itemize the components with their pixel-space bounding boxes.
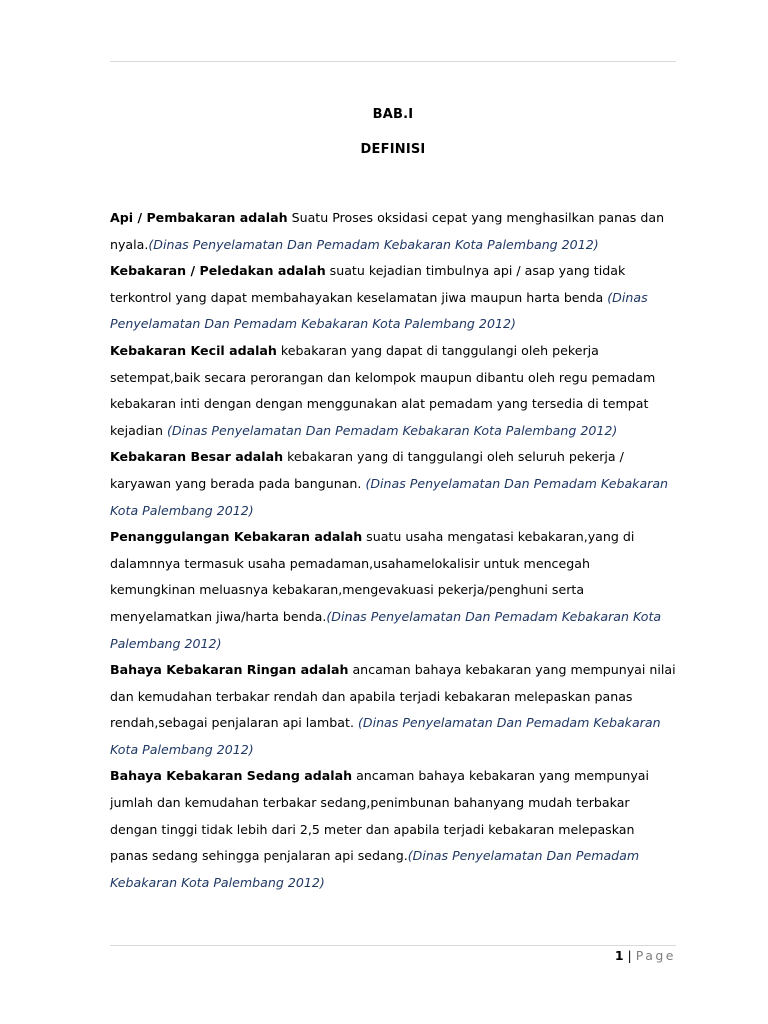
definition-paragraph bbox=[110, 657, 676, 763]
definition-text: suatu kejadian timbulnya api / asap yang tidak terkontrol yang dapat membahayakan keselamatan jiwa maupun harta benda bbox=[110, 263, 626, 305]
definition-paragraph bbox=[110, 763, 676, 896]
page-number: 1 bbox=[614, 948, 624, 963]
definition-text: ancaman bahaya kebakaran yang mempunyai nilai dan kemudahan terbakar rendah dan apabila terjadi kebakaran melepaskan panas rendah,sebagai penjalaran api lambat. bbox=[110, 662, 676, 731]
definition-term: Bahaya Kebakaran Ringan adalah bbox=[110, 662, 349, 678]
section-title: DEFINISI bbox=[360, 142, 426, 157]
definition-term: Kebakaran Besar adalah bbox=[110, 449, 284, 465]
chapter-title: BAB.I bbox=[372, 107, 414, 122]
page-label: Page bbox=[635, 948, 676, 963]
definition-paragraph bbox=[110, 338, 676, 444]
definition-term: Bahaya Kebakaran Sedang adalah bbox=[110, 768, 353, 784]
header-rule bbox=[110, 61, 676, 62]
definition-citation: (Dinas Penyelamatan Dan Pemadam Kebakaran Kota Palembang 2012) bbox=[110, 475, 669, 518]
definitions-list bbox=[110, 205, 676, 896]
definition-citation: (Dinas Penyelamatan Dan Pemadam Kebakaran Kota Palembang 2012) bbox=[148, 236, 599, 252]
footer-rule bbox=[110, 945, 676, 946]
page-footer bbox=[615, 946, 676, 966]
definition-term: Kebakaran / Peledakan adalah bbox=[110, 263, 326, 279]
definition-paragraph bbox=[110, 444, 676, 524]
definition-text: ancaman bahaya kebakaran yang mempunyai jumlah dan kemudahan terbakar sedang,penimbunan bahanyang mudah terbakar dengan tinggi tidak lebih dari 2,5 meter dan apabila terjadi kebakaran melepaskan panas sedang sehingga penjalaran api sedang. bbox=[110, 768, 650, 864]
definition-citation: (Dinas Penyelamatan Dan Pemadam Kebakaran Kota Palembang 2012) bbox=[110, 608, 662, 651]
definition-text: Suatu Proses oksidasi cepat yang menghasilkan panas dan nyala. bbox=[110, 210, 665, 252]
definition-paragraph bbox=[110, 524, 676, 657]
definition-text: kebakaran yang di tanggulangi oleh seluruh pekerja / karyawan yang berada pada bangunan. bbox=[110, 449, 624, 491]
definition-term: Kebakaran Kecil adalah bbox=[110, 342, 277, 358]
definition-citation: (Dinas Penyelamatan Dan Pemadam Kebakaran Kota Palembang 2012) bbox=[110, 715, 661, 757]
definition-text: kebakaran yang dapat di tanggulangi oleh pekerja setempat,baik secara perorangan dan kelompok maupun dibantu oleh regu pemadam kebakaran inti dengan dengan menggunakan alat pemadam yang tersedia di tempat kejadian bbox=[110, 342, 656, 438]
definition-text: suatu usaha mengatasi kebakaran,yang di dalamnnya termasuk usaha pemadaman,usahamelokalisir untuk mencegah kemungkinan meluasnya kebakaran,mengevakuasi pekerja/penghuni serta menyelamatkan jiwa/harta benda. bbox=[110, 529, 635, 624]
definition-paragraph bbox=[110, 258, 676, 338]
definition-term: Penanggulangan Kebakaran adalah bbox=[110, 529, 363, 545]
definition-citation: (Dinas Penyelamatan Dan Pemadam Kebakaran Kota Palembang 2012) bbox=[110, 848, 640, 890]
definition-citation: (Dinas Penyelamatan Dan Pemadam Kebakaran Kota Palembang 2012) bbox=[110, 289, 648, 332]
definition-paragraph bbox=[110, 205, 676, 258]
footer-separator: | bbox=[627, 948, 632, 963]
definition-citation: (Dinas Penyelamatan Dan Pemadam Kebakaran Kota Palembang 2012) bbox=[167, 422, 618, 438]
definition-term: Api / Pembakaran adalah bbox=[110, 210, 288, 225]
